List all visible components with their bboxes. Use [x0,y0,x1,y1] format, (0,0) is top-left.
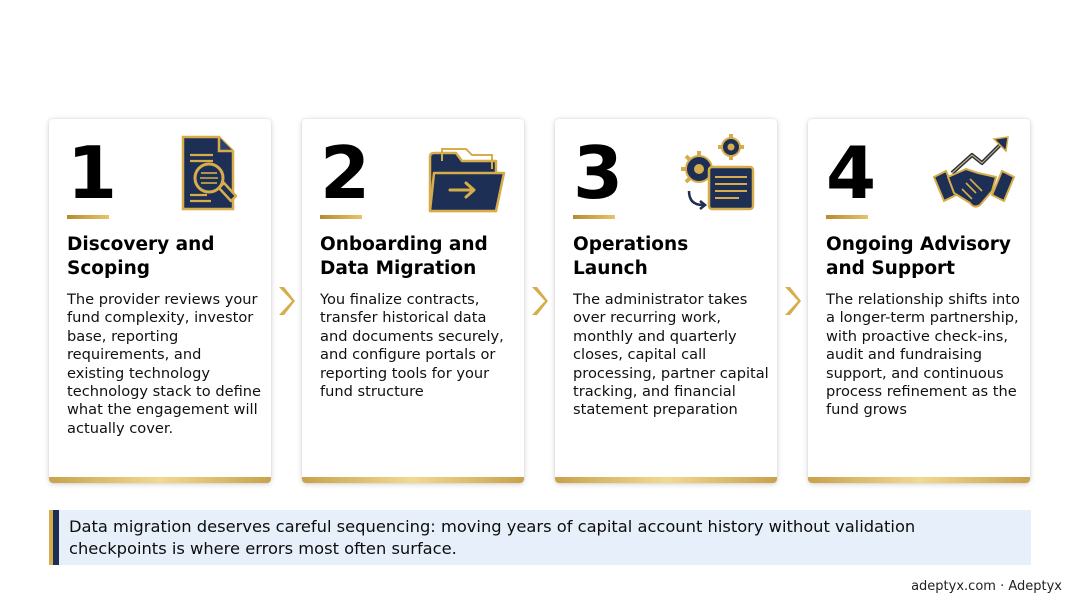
chevron-right-icon [277,285,295,317]
step-description: The administrator takes over recurring work, monthly and quarterly closes, capital call processing, partner capital tracking, and financial statement preparation [573,291,769,419]
step-number-underline [573,215,615,219]
step-number-underline [67,215,109,219]
callout-note [49,510,1031,565]
step-description: The relationship shifts into a longer-term partnership, with proactive check-ins, audit and fundraising support, and continuous process refinement as the fund grows [826,291,1020,419]
folder-transfer-icon [426,133,506,215]
step-number: 2 [320,131,369,215]
card-accent-bar [302,477,524,483]
step-title: Discovery and Scoping [67,234,215,279]
step-card-1 [49,119,271,483]
callout-text: Data migration deserves careful sequencing: moving years of capital account history without validation checkpoints is where errors most often surface. [69,517,916,558]
step-description: The provider reviews your fund complexity, investor base, reporting requirements, and existing technology technology stack to define what the engagement will actually cover. [67,291,262,437]
step-title: Onboarding and Data Migration [320,234,488,279]
handshake-growth-icon [932,133,1016,215]
document-search-icon [173,133,253,215]
step-number: 3 [573,131,622,215]
step-card-4 [808,119,1030,483]
step-number: 4 [826,131,875,215]
step-title: Ongoing Advisory and Support [826,234,1011,279]
callout-accent-bar [49,510,59,565]
step-number: 1 [67,131,116,215]
footer-attribution: adeptyx.com · Adeptyx [911,579,1062,594]
step-number-underline [826,215,868,219]
chevron-right-icon [783,285,801,317]
step-number-underline [320,215,362,219]
chevron-right-icon [530,285,548,317]
step-title: Operations Launch [573,234,689,279]
card-accent-bar [808,477,1030,483]
step-description: You finalize contracts, transfer historical data and documents securely, and configure portals or reporting tools for your fund structure [320,291,504,401]
step-card-2 [302,119,524,483]
card-accent-bar [555,477,777,483]
gears-ledger-icon [679,133,759,215]
card-accent-bar [49,477,271,483]
step-card-3 [555,119,777,483]
